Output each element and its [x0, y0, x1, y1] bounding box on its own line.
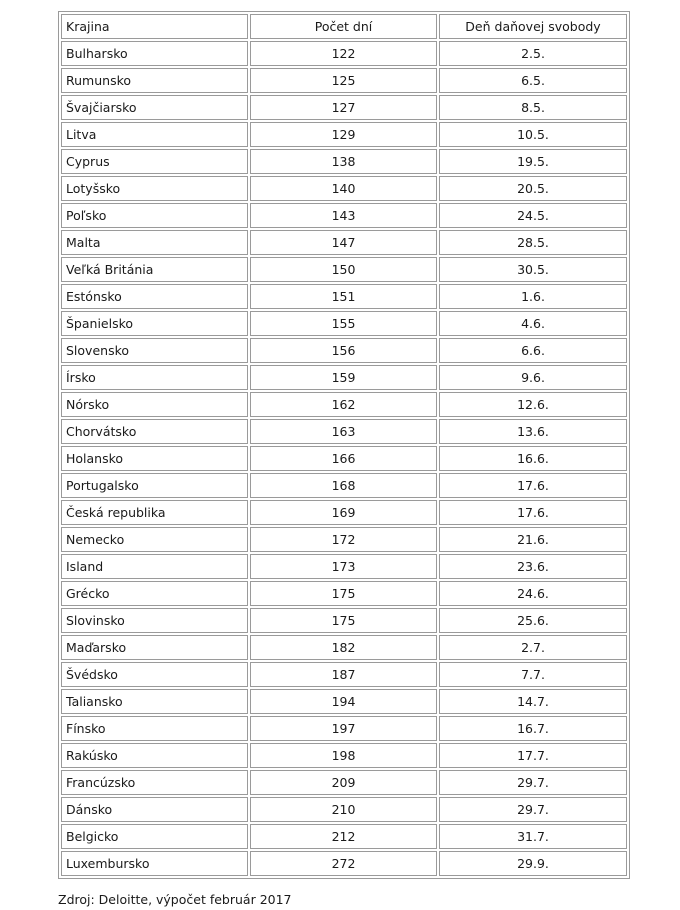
- country-cell: Lotyšsko: [61, 176, 248, 201]
- days-cell: 173: [250, 554, 437, 579]
- days-cell: 140: [250, 176, 437, 201]
- days-cell: 122: [250, 41, 437, 66]
- days-cell: 159: [250, 365, 437, 390]
- freedom-day-cell: 6.5.: [439, 68, 627, 93]
- table-row: [61, 689, 627, 714]
- table-row: [61, 311, 627, 336]
- days-cell: 166: [250, 446, 437, 471]
- days-cell: 168: [250, 473, 437, 498]
- header-row: [61, 14, 627, 39]
- country-cell: Španielsko: [61, 311, 248, 336]
- table-header: [61, 14, 627, 39]
- freedom-day-cell: 17.7.: [439, 743, 627, 768]
- freedom-day-cell: 25.6.: [439, 608, 627, 633]
- days-cell: 129: [250, 122, 437, 147]
- country-cell: Litva: [61, 122, 248, 147]
- country-cell: Rakúsko: [61, 743, 248, 768]
- days-cell: 125: [250, 68, 437, 93]
- country-cell: Belgicko: [61, 824, 248, 849]
- freedom-day-cell: 6.6.: [439, 338, 627, 363]
- freedom-day-cell: 16.7.: [439, 716, 627, 741]
- days-cell: 197: [250, 716, 437, 741]
- table-row: [61, 635, 627, 660]
- country-cell: Česká republika: [61, 500, 248, 525]
- header-country: Krajina: [61, 14, 248, 39]
- days-cell: 187: [250, 662, 437, 687]
- country-cell: Island: [61, 554, 248, 579]
- freedom-day-cell: 21.6.: [439, 527, 627, 552]
- country-cell: Francúzsko: [61, 770, 248, 795]
- table-row: [61, 581, 627, 606]
- country-cell: Švédsko: [61, 662, 248, 687]
- freedom-day-cell: 24.6.: [439, 581, 627, 606]
- table-row: [61, 824, 627, 849]
- table-row: [61, 743, 627, 768]
- table-row: [61, 770, 627, 795]
- freedom-day-cell: 9.6.: [439, 365, 627, 390]
- freedom-day-cell: 19.5.: [439, 149, 627, 174]
- days-cell: 138: [250, 149, 437, 174]
- country-cell: Holansko: [61, 446, 248, 471]
- table-row: [61, 338, 627, 363]
- freedom-day-cell: 23.6.: [439, 554, 627, 579]
- header-freedom-day: Deň daňovej svobody: [439, 14, 627, 39]
- days-cell: 151: [250, 284, 437, 309]
- days-cell: 172: [250, 527, 437, 552]
- table-row: [61, 392, 627, 417]
- days-cell: 212: [250, 824, 437, 849]
- table-row: [61, 203, 627, 228]
- table-row: [61, 527, 627, 552]
- table-row: [61, 419, 627, 444]
- country-cell: Maďarsko: [61, 635, 248, 660]
- freedom-day-cell: 20.5.: [439, 176, 627, 201]
- country-cell: Slovinsko: [61, 608, 248, 633]
- freedom-day-cell: 12.6.: [439, 392, 627, 417]
- tax-freedom-table: [58, 11, 630, 879]
- country-cell: Nemecko: [61, 527, 248, 552]
- days-cell: 209: [250, 770, 437, 795]
- table-row: [61, 662, 627, 687]
- freedom-day-cell: 16.6.: [439, 446, 627, 471]
- table-row: [61, 176, 627, 201]
- freedom-day-cell: 31.7.: [439, 824, 627, 849]
- table-row: [61, 473, 627, 498]
- table-row: [61, 149, 627, 174]
- days-cell: 150: [250, 257, 437, 282]
- days-cell: 175: [250, 608, 437, 633]
- country-cell: Švajčiarsko: [61, 95, 248, 120]
- days-cell: 210: [250, 797, 437, 822]
- freedom-day-cell: 14.7.: [439, 689, 627, 714]
- table-row: [61, 554, 627, 579]
- country-cell: Taliansko: [61, 689, 248, 714]
- table-row: [61, 68, 627, 93]
- country-cell: Cyprus: [61, 149, 248, 174]
- freedom-day-cell: 29.9.: [439, 851, 627, 876]
- table-row: [61, 608, 627, 633]
- table-row: [61, 41, 627, 66]
- freedom-day-cell: 2.7.: [439, 635, 627, 660]
- country-cell: Rumunsko: [61, 68, 248, 93]
- country-cell: Slovensko: [61, 338, 248, 363]
- days-cell: 182: [250, 635, 437, 660]
- country-cell: Bulharsko: [61, 41, 248, 66]
- freedom-day-cell: 10.5.: [439, 122, 627, 147]
- days-cell: 156: [250, 338, 437, 363]
- freedom-day-cell: 30.5.: [439, 257, 627, 282]
- freedom-day-cell: 28.5.: [439, 230, 627, 255]
- country-cell: Veľká Británia: [61, 257, 248, 282]
- days-cell: 162: [250, 392, 437, 417]
- table-row: [61, 230, 627, 255]
- freedom-day-cell: 2.5.: [439, 41, 627, 66]
- table-body: [61, 41, 627, 876]
- days-cell: 272: [250, 851, 437, 876]
- country-cell: Írsko: [61, 365, 248, 390]
- freedom-day-cell: 1.6.: [439, 284, 627, 309]
- days-cell: 194: [250, 689, 437, 714]
- table-row: [61, 365, 627, 390]
- header-days: Počet dní: [250, 14, 437, 39]
- country-cell: Fínsko: [61, 716, 248, 741]
- country-cell: Portugalsko: [61, 473, 248, 498]
- source-note: Zdroj: Deloitte, výpočet február 2017: [58, 892, 292, 907]
- freedom-day-cell: 7.7.: [439, 662, 627, 687]
- days-cell: 175: [250, 581, 437, 606]
- table-row: [61, 122, 627, 147]
- freedom-day-cell: 29.7.: [439, 797, 627, 822]
- table-row: [61, 500, 627, 525]
- freedom-day-cell: 13.6.: [439, 419, 627, 444]
- country-cell: Poľsko: [61, 203, 248, 228]
- table-row: [61, 716, 627, 741]
- country-cell: Nórsko: [61, 392, 248, 417]
- days-cell: 147: [250, 230, 437, 255]
- table-row: [61, 95, 627, 120]
- days-cell: 127: [250, 95, 437, 120]
- table-row: [61, 851, 627, 876]
- days-cell: 143: [250, 203, 437, 228]
- table-row: [61, 284, 627, 309]
- freedom-day-cell: 17.6.: [439, 500, 627, 525]
- days-cell: 155: [250, 311, 437, 336]
- country-cell: Estónsko: [61, 284, 248, 309]
- days-cell: 169: [250, 500, 437, 525]
- country-cell: Chorvátsko: [61, 419, 248, 444]
- freedom-day-cell: 4.6.: [439, 311, 627, 336]
- freedom-day-cell: 17.6.: [439, 473, 627, 498]
- country-cell: Luxembursko: [61, 851, 248, 876]
- freedom-day-cell: 8.5.: [439, 95, 627, 120]
- freedom-day-cell: 24.5.: [439, 203, 627, 228]
- country-cell: Dánsko: [61, 797, 248, 822]
- table-row: [61, 797, 627, 822]
- days-cell: 163: [250, 419, 437, 444]
- tax-freedom-table-container: [58, 11, 624, 879]
- country-cell: Grécko: [61, 581, 248, 606]
- table-row: [61, 446, 627, 471]
- days-cell: 198: [250, 743, 437, 768]
- freedom-day-cell: 29.7.: [439, 770, 627, 795]
- table-row: [61, 257, 627, 282]
- country-cell: Malta: [61, 230, 248, 255]
